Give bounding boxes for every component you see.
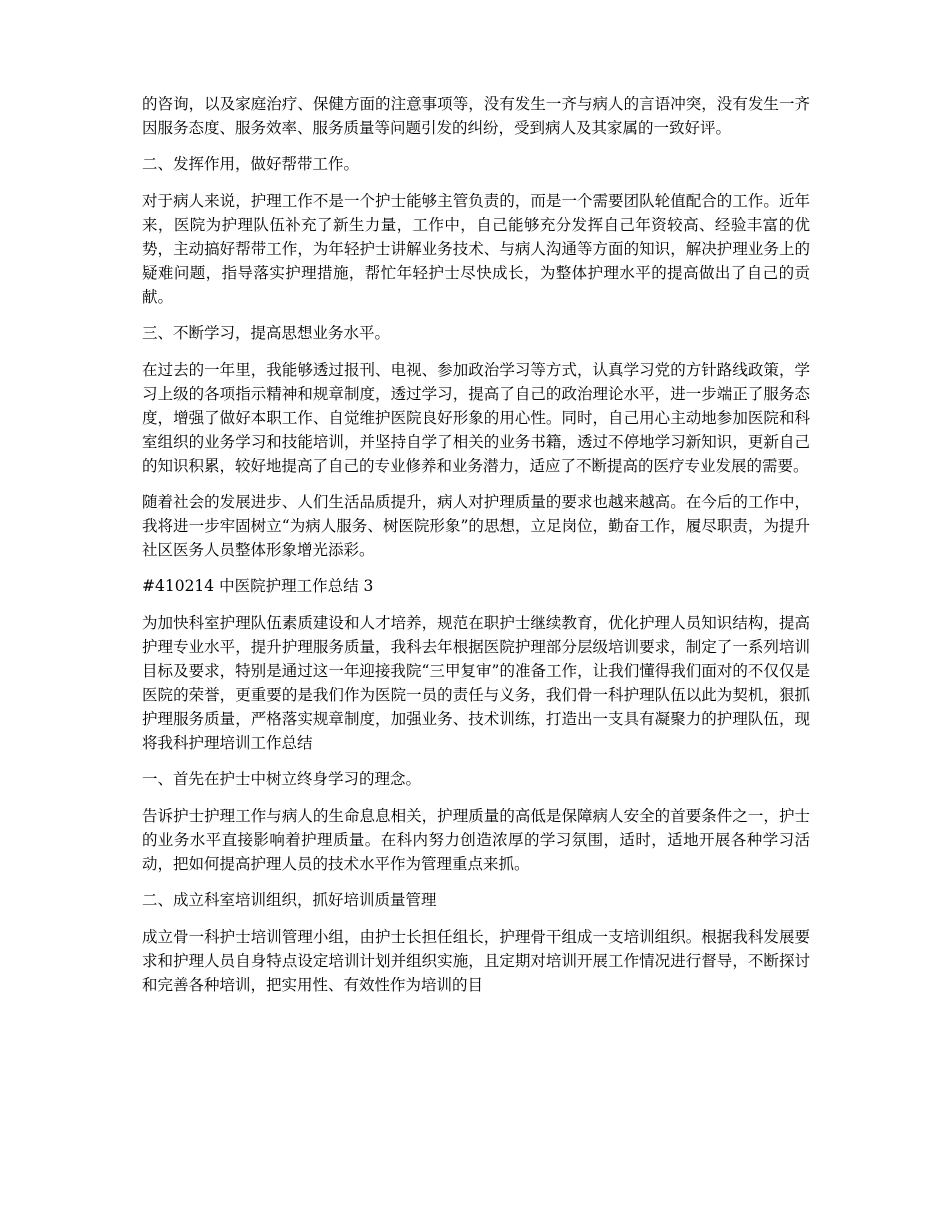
section-heading-lifelong-learning: 一、首先在护士中树立终身学习的理念。 [142, 770, 422, 788]
paragraph-lifelong-learning: 告诉护士护理工作与病人的生命息息相关，护理质量的高低是保障病人安全的首要条件之一，护士的业务水平直接影响着护理质量。在科内努力创造浓厚的学习氛围，适时，适地开展各种学习活动，把如何提高护理人员的技术水平作为管理重点来抓。 [142, 807, 810, 873]
paragraph-learning: 在过去的一年里，我能够透过报刊、电视、参加政治学习等方式，认真学习党的方针路线政策，学习上级的各项指示精神和规章制度，透过学习，提高了自己的政治理论水平，进一步端正了服务态度，增强了做好本职工作、自觉维护医院良好形象的用心性。同时，自己用心主动地参加医院和科室组织的业务学习和技能培训，并坚持自学了相关的业务书籍，透过不停地学习新知识，更新自己的知识积累，较好地提高了自己的专业修养和业务潜力，适应了不断提高的医疗专业发展的需要。 [142, 361, 810, 475]
paragraph-outlook: 随着社会的发展进步、人们生活品质提升，病人对护理质量的要求也越来越高。在今后的工作中，我将进一步牢固树立“为病人服务、树医院形象”的思想，立足岗位，勤奋工作，履尽职责，为提升社区医务人员整体形象增光添彩。 [142, 493, 810, 559]
paragraph-mentoring: 对于病人来说，护理工作不是一个护士能够主管负责的，而是一个需要团队轮值配合的工作。近年来，医院为护理队伍补充了新生力量，工作中，自己能够充分发挥自己年资较高、经验丰富的优势，主动搞好帮带工作，为年轻护士讲解业务技术、与病人沟通等方面的知识，解决护理业务上的疑难问题，指导落实护理措施，帮忙年轻护士尽快成长，为整体护理水平的提高做出了自己的贡献。 [142, 192, 810, 306]
section-heading-mentoring: 二、发挥作用，做好帮带工作。 [142, 155, 360, 173]
paragraph-training-org: 成立骨一科护士培训管理小组，由护士长担任组长，护理骨干组成一支培训组织。根据我科发展要求和护理人员自身特点设定培训计划并组织实施，且定期对培训开展工作情况进行督导，不断探讨和完善各种培训，把实用性、有效性作为培训的目 [142, 928, 810, 994]
document-page [142, 92, 810, 1009]
section-heading-training-org: 二、成立科室培训组织，抓好培训质量管理 [142, 891, 437, 909]
paragraph-patient-feedback: 的咨询，以及家庭治疗、保健方面的注意事项等，没有发生一齐与病人的言语冲突，没有发生一齐因服务态度、服务效率、服务质量等问题引发的纠纷，受到病人及其家属的一致好评。 [142, 95, 810, 137]
section-heading-learning: 三、不断学习，提高思想业务水平。 [142, 324, 391, 342]
article-title: #410214 中医院护理工作总结 3 [142, 577, 374, 595]
paragraph-intro: 为加快科室护理队伍素质建设和人才培养，规范在职护士继续教育，优化护理人员知识结构，提高护理专业水平，提升护理服务质量，我科去年根据医院护理部分层级培训要求，制定了一系列培训目标及要求，特别是通过这一年迎接我院“三甲复审”的准备工作，让我们懂得我们面对的不仅仅是医院的荣誉，更重要的是我们作为医院一员的责任与义务，我们骨一科护理队伍以此为契机，狠抓护理服务质量，严格落实规章制度，加强业务、技术训练，打造出一支具有凝聚力的护理队伍，现将我科护理培训工作总结 [142, 614, 810, 752]
